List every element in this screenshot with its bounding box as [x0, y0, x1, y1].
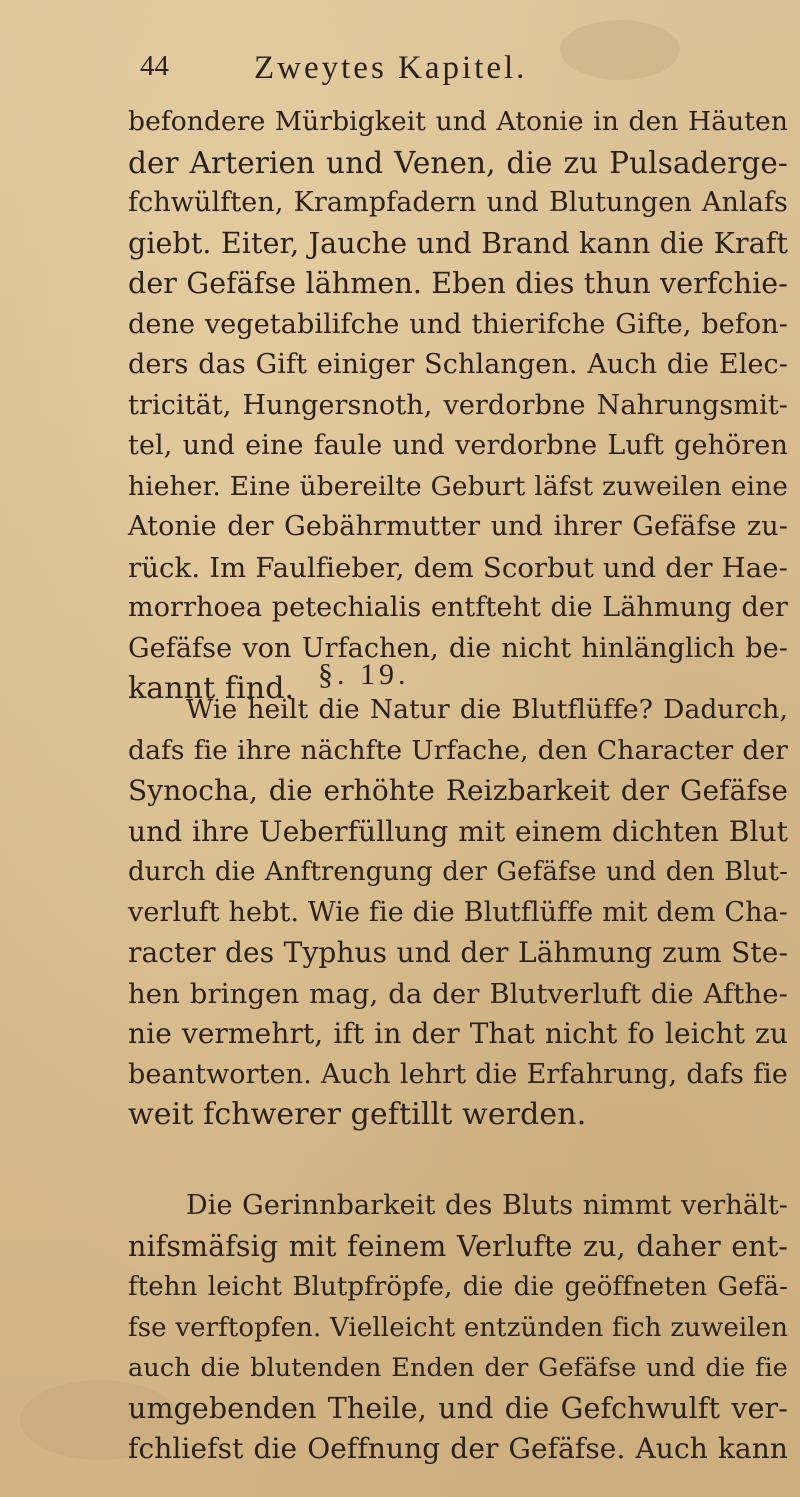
text-line: durch die Anftrengung der Gefäfse und den Blut-	[128, 857, 788, 887]
text-line: hen bringen mag, da der Blutverluft die Afthe-	[128, 977, 788, 1010]
text-line: befondere Mürbigkeit und Atonie in den Häuten	[128, 106, 788, 137]
text-line: Synocha, die erhöhte Reizbarkeit der Gefäfse	[128, 774, 788, 807]
running-head	[112, 50, 712, 94]
text-line: der Gefäfse lähmen. Eben dies thun verfchie-	[128, 267, 788, 300]
text-line: und ihre Ueberfüllung mit einem dichten Blut	[128, 814, 788, 848]
text-line: morrhoea petechialis entfteht die Lähmung der	[128, 592, 788, 623]
text-line: giebt. Eiter, Jauche und Brand kann die Kraft	[128, 226, 788, 260]
text-line: Gefäfse von Urfachen, die nicht hinlänglich be-	[128, 632, 788, 664]
text-line: hieher. Eine übereilte Geburt läfst zuweilen eine	[128, 470, 788, 502]
text-line: verluft hebt. Wie fie die Blutflüffe mit dem Cha-	[128, 896, 788, 928]
text-line: racter des Typhus und der Lähmung zum Ste-	[128, 936, 788, 969]
text-line: tricität, Hungersnoth, verdorbne Nahrungsmit-	[128, 389, 788, 421]
text-line: fchliefst die Oeffnung der Gefäfse. Auch kann	[128, 1432, 788, 1465]
text-line: Die Gerinnbarkeit des Bluts nimmt verhält-	[186, 1190, 788, 1221]
text-line: Atonie der Gebährmutter und ihrer Gefäfse zu-	[128, 511, 788, 542]
page-number: 44	[140, 50, 169, 82]
text-line: ders das Gift einiger Schlangen. Auch die Elec-	[128, 349, 788, 380]
text-line: weit fchwerer geftillt werden.	[128, 1097, 587, 1132]
text-line: dafs fie ihre nächfte Urfache, den Character der	[128, 734, 788, 766]
text-line: rück. Im Faulfieber, dem Scorbut und der Hae-	[128, 551, 788, 584]
text-line: fse verftopfen. Vielleicht entzünden fich zuweilen	[128, 1312, 788, 1343]
text-line: Wie heilt die Natur die Blutflüffe? Dadurch,	[186, 694, 788, 725]
text-line: tel, und eine faule und verdorbne Luft gehören	[128, 430, 788, 461]
paragraph-2	[128, 690, 788, 1136]
paragraph-3	[128, 1186, 788, 1470]
text-line: nifsmäfsig mit feinem Verlufte zu, daher ent-	[128, 1229, 788, 1263]
text-line: nie vermehrt, ift in der That nicht fo leicht zu	[128, 1017, 788, 1050]
chapter-title: Zweytes Kapitel.	[254, 50, 528, 86]
section-number: §. 19.	[318, 658, 410, 691]
text-line: dene vegetabilifche und thierifche Gifte, befon-	[128, 308, 788, 340]
text-line: auch die blutenden Enden der Gefäfse und die fie	[128, 1353, 788, 1383]
text-line: ftehn leicht Blutpfröpfe, die die geöffneten Gefä-	[128, 1272, 788, 1302]
text-line: umgebenden Theile, und die Gefchwulft ver-	[128, 1391, 788, 1425]
text-line: kannt find.	[128, 671, 295, 706]
paragraph-1	[128, 102, 788, 710]
text-line: der Arterien und Venen, die zu Pulsaderge-	[128, 145, 788, 180]
text-line: fchwülften, Krampfadern und Blutungen Anlafs	[128, 187, 788, 218]
text-line: beantworten. Auch lehrt die Erfahrung, dafs fie	[128, 1058, 788, 1090]
